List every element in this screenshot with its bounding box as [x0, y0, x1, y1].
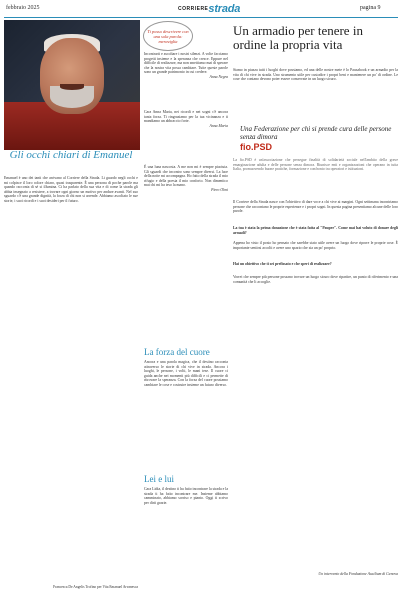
forza-body: Ancora e una parola magica, che il destino racconta attraverso le storie di chi vive in strada. Ancora i luoghi, le persone, i volti, le mani tese. Il cuore ci guida anche nei momenti più difficili e ci permette di ritrovare la speranza. Con la forza del cuore possiamo cambiare le cose e costruire insieme un futuro diverso.: [144, 360, 228, 387]
emanuel-photo: [4, 20, 140, 150]
armadio-body: Siamo in piazza tutti i luoghi dove possiamo, ed una delle nostre mete è lo Pausabook e un armadio per la vita di chi vive in strada. Uno strumento utile per custodire i propri beni e mantenere un po' di ordine. Le cose che contano devono poter essere conservate in un luogo sicuro.: [233, 68, 398, 82]
interview-a2: Vorrei che sempre più persone possano trovare un luogo sicuro dove ripartire, un punto di riferimento e una comunità che li accoglie.: [233, 275, 398, 284]
photo-mouth: [60, 84, 84, 90]
lei-title: Lei e lui: [144, 474, 174, 484]
issue-date: febbraio 2025: [6, 5, 40, 11]
poem-top-body: Incontrarti e ascoltare i nostri silenzi. A volte facciamo progetti insieme e la speranza che cresce. Eppure nel difficile di realizzare, ma non smettiamo mai di sperare che la nostra vita possa cambiare. Tutte queste parole sono un grande patrimonio in cui credere.: [144, 52, 228, 75]
poem-col: [144, 165, 228, 192]
armadio-title: Un armadio per tenere in ordine la propria vita: [233, 23, 363, 52]
interview-q1: La tua è stata la prima donazione che è stata fatta al "Pauper". Come mai hai voluto di donare degli armadi?: [233, 226, 398, 235]
poem-mid-author: Anna Maria: [209, 123, 228, 128]
poem-col-body: È una luna nascosta. A me non mi è sempre piaciuta. Gli sguardi che incontro sono sempre diversi. La luce della notte mi accompagna. Ho fatto della strada il mio rifugio e della poesia il mio conforto. Non dimentico mai chi mi ha teso la mano.: [144, 165, 228, 188]
lei-body: Cara Lidia, il destino ti ha fatto incontrare la strada e la strada ti ha fatto incontrare me. Insieme abbiamo camminato, abbiamo sorriso e pianto. Oggi ti scrivo per dirti grazie.: [144, 487, 228, 505]
poem-mid: [144, 110, 228, 128]
interview-q2: Hai un obiettivo che ti sei prefissato e che speri di realizzare?: [233, 262, 332, 266]
occhi-body: Emanuel è uno dei tanti che arrivano al Corriere della Strada. Li guardo negli occhi e mi colpisce il loro colore chiaro, quasi trasparente. È una persona di poche parole ma quando racconta di sé si illumina. Ci ha parlato della sua vita e di come la strada gli abbia insegnato a resistere, a trovare ogni giorno un motivo per andare avanti. Nel suo sguardo c'è una grande dignità, la forza di chi non si arrende. Abbiamo ascoltato le sue storie, i suoi ricordi e i suoi desideri per il futuro.: [4, 176, 138, 203]
poem-top-author: Anna Negra: [209, 74, 228, 79]
fiopsd-title: Una Federazione per chi si prende cura delle persone senza dimora: [240, 125, 392, 141]
logo-strada: strada: [208, 3, 241, 15]
poem-top: [144, 52, 228, 79]
newspaper-logo: [178, 3, 240, 15]
forza-title: La forza del cuore: [144, 347, 210, 357]
fiopsd-logo: fio.PSD: [240, 142, 273, 152]
interview-credit: Un intervento della Fondazione Auxilium di Genova: [318, 572, 398, 576]
poem-mid-body: Cara Anna Maria, nei ricordi e nei sogni c'è ancora tanta forza. Ti ringraziamo per la tua vicinanza e ti mandiamo un abbraccio forte.: [144, 110, 228, 124]
occhi-signature: Francesca De Angelis Trofino per Vita Emanuel Arvanesca: [53, 585, 138, 589]
interview-body: Il Corriere della Strada nasce con l'obiettivo di dare voce a chi vive ai margini. Ogni settimana incontriamo persone che raccontano le proprie esperienze e i propri sogni. In questa pagina presentiamo alcune delle loro parole.: [233, 200, 398, 214]
page-number: pagina 9: [360, 5, 381, 11]
logo-brand: CORRIERE: [178, 6, 209, 13]
occhi-title: Gli occhi chiari di Emanuel: [9, 149, 133, 161]
top-rule: [4, 17, 398, 18]
fiopsd-body: La fio.PSD è un'associazione che persegue finalità di solidarietà sociale nell'ambito della grave emarginazione adulta e delle persone senza dimora. Riunisce enti e organizzazioni che operano in tutta Italia, promuovendo buone pratiche, formazione e confronto tra operatori e istituzioni.: [233, 158, 398, 172]
interview-a1: Appena ho visto il posto ho pensato che sarebbe stato utile avere un luogo dove riporre le proprie cose. È importante sentirsi accolti e avere uno spazio che sia un po' proprio.: [233, 241, 398, 250]
quote-bubble: Ti posso descrivere con una sola parola: meraviglia: [143, 21, 193, 51]
poem-col-author: Piero Olmi: [211, 187, 228, 192]
